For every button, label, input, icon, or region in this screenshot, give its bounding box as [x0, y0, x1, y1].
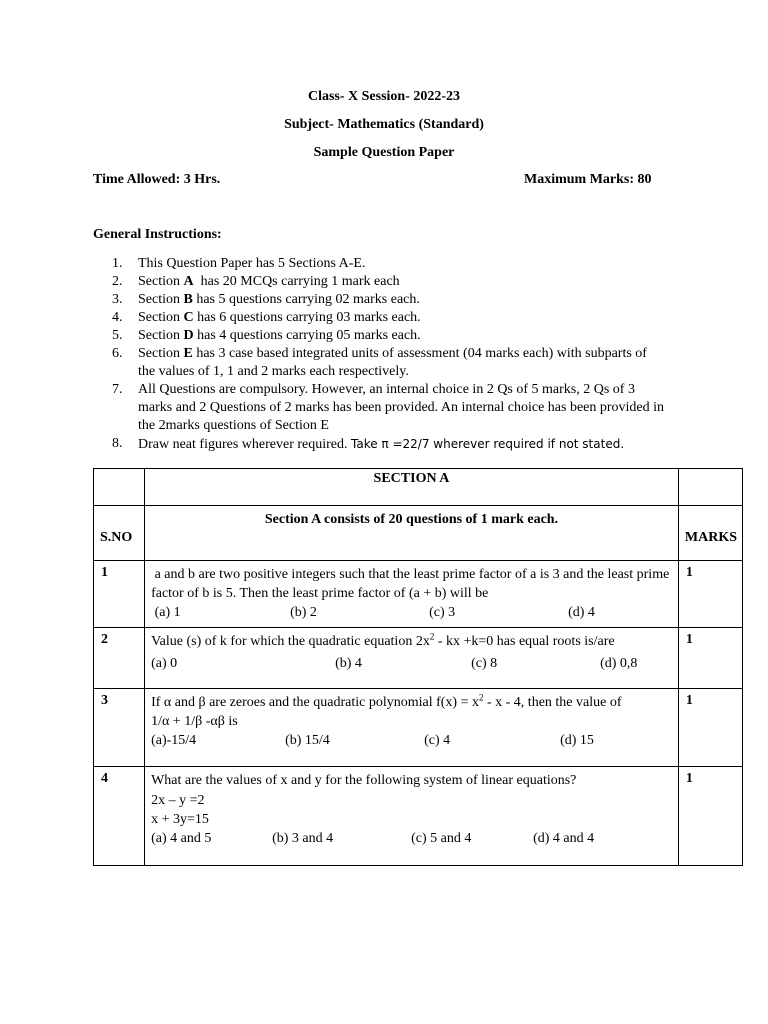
section-a-table — [93, 468, 743, 866]
option: (c) 4 — [424, 733, 451, 748]
question-text: a and b are two positive integers such that the least prime factor of a is 3 and the least prime factor of b is 5. Then the least prime factor of (a + b) will be (a) 1 (b) 2 (c) 3 (d) 4 — [145, 561, 679, 628]
header-paper-title: Sample Question Paper — [313, 145, 455, 160]
header-class-session: Class- X Session- 2022-23 — [307, 89, 461, 104]
option: (c) 8 — [471, 656, 498, 671]
column-header-marks: MARKS — [678, 506, 742, 561]
instruction-item: 7. All Questions are compulsory. However, an internal choice in 2 Qs of 5 marks, 2 Qs of 3 marks and 2 Questions of 2 marks has been provided. An internal choice has been provided in the 2marks questions of Section E — [112, 382, 665, 433]
instruction-item: 5. Section D has 4 questions carrying 05 marks each. — [112, 328, 421, 343]
option: (c) 3 — [429, 605, 456, 620]
question-text: Value (s) of k for which the quadratic equation $2x^2$ - kx +k=0 has equal roots is/are (a) 0 (b) 4 (c) 8 (d) 0,8 — [145, 628, 679, 689]
option: (d) 4 and 4 — [533, 831, 595, 846]
equation: x + 3y=15 — [151, 812, 209, 827]
option: (b) 4 — [335, 656, 362, 671]
option: (a) 4 and 5 — [151, 831, 212, 846]
question-text: If α and β are zeroes and the quadratic polynomial $f(x) = x^2 - x - 4$, then the value of 1/α + 1/β -αβ is (a)-15/4 (b) 15/4 (c) 4 (d) 15 — [145, 689, 679, 767]
equation: 2x – y =2 — [151, 793, 205, 808]
section-title-row — [94, 469, 743, 506]
column-header-sno: S.NO — [94, 506, 145, 561]
question-marks: 1 — [678, 689, 742, 767]
option: (a) 1 — [151, 605, 181, 620]
column-header-row — [94, 506, 743, 561]
options-row — [151, 731, 676, 750]
options-row — [151, 654, 676, 673]
question-number: 4 — [94, 767, 145, 866]
question-marks: 1 — [678, 628, 742, 689]
option: (b) 2 — [290, 605, 317, 620]
time-allowed: Time Allowed: 3 Hrs. — [93, 172, 221, 187]
question-number: 2 — [94, 628, 145, 689]
question-marks: 1 — [678, 561, 742, 628]
option: (d) 4 — [568, 605, 595, 620]
table-row — [94, 767, 743, 866]
option: (b) 15/4 — [285, 733, 330, 748]
table-row — [94, 689, 743, 767]
instruction-item: 6. Section E has 3 case based integrated units of assessment (04 marks each) with subparts of the values of 1, 1 and 2 marks each respectively. — [112, 346, 647, 379]
question-marks: 1 — [678, 767, 742, 866]
section-title: SECTION A — [145, 469, 679, 506]
instruction-item: 3. Section B has 5 questions carrying 02 marks each. — [112, 292, 420, 307]
table-row — [94, 628, 743, 689]
section-subtitle: Section A consists of 20 questions of 1 mark each. — [145, 506, 679, 561]
options-row — [151, 603, 676, 622]
instructions-list — [112, 255, 667, 454]
maximum-marks: Maximum Marks: 80 — [524, 172, 652, 187]
option: (c) 5 and 4 — [411, 831, 472, 846]
option: (a)-15/4 — [151, 733, 197, 748]
options-row — [151, 829, 676, 848]
option: (d) 15 — [560, 733, 594, 748]
instructions-heading: General Instructions: — [93, 227, 222, 242]
question-text: What are the values of x and y for the following system of linear equations? 2x – y =2 x + 3y=15 (a) 4 and 5 (b) 3 and 4 (c) 5 and 4 (d) 4 and 4 — [145, 767, 679, 866]
question-number: 3 — [94, 689, 145, 767]
option: (a) 0 — [151, 656, 178, 671]
instruction-item: 1. This Question Paper has 5 Sections A-E. — [112, 256, 366, 271]
question-number: 1 — [94, 561, 145, 628]
instruction-item: 2. Section A has 20 MCQs carrying 1 mark each — [112, 274, 400, 289]
header-subject: Subject- Mathematics (Standard) — [284, 117, 484, 132]
option: (b) 3 and 4 — [272, 831, 334, 846]
option: (d) 0,8 — [600, 656, 638, 671]
instruction-item: 4. Section C has 6 questions carrying 03 marks each. — [112, 310, 421, 325]
instruction-item: 8. Draw neat figures wherever required. Take π =22/7 wherever required if not stated. — [112, 436, 625, 452]
table-row — [94, 561, 743, 628]
